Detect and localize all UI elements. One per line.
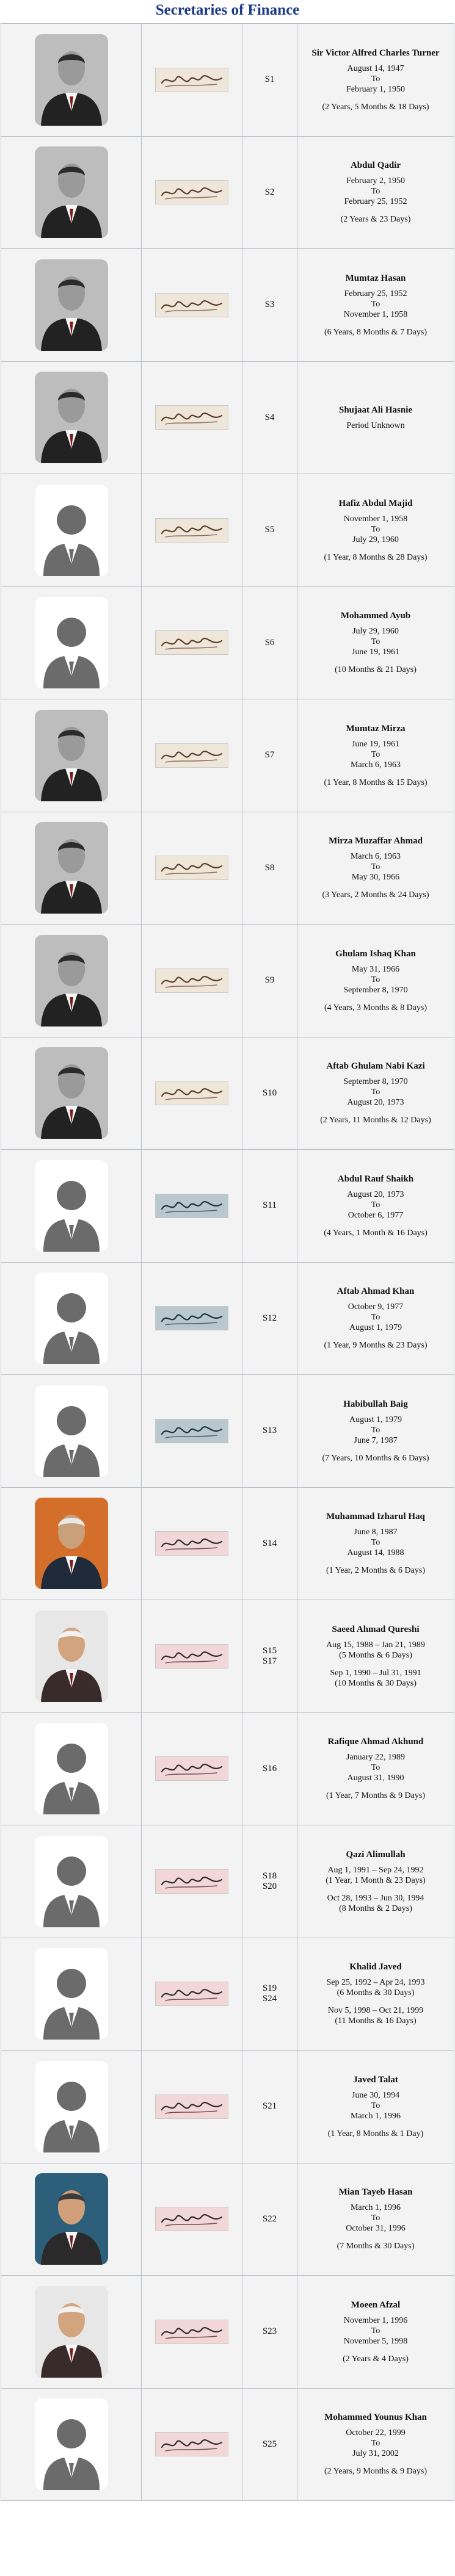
tenure-text: October 9, 1977 (348, 1302, 404, 1312)
signature-cell (142, 1488, 242, 1600)
table-row (1, 1263, 454, 1376)
signature-image (155, 405, 228, 430)
tenure-text: (4 Years, 3 Months & 8 Days) (324, 1003, 427, 1012)
portrait-photo (35, 1047, 108, 1139)
photo-cell (1, 474, 142, 586)
serial-number: S6 (264, 637, 275, 648)
tenure-text: To (371, 749, 380, 759)
serial-cell (242, 812, 297, 925)
table-row (1, 1825, 454, 1938)
tenure-text: To (371, 187, 380, 197)
portrait-photo (35, 935, 108, 1026)
photo-cell (1, 587, 142, 699)
tenure-text: March 1, 1996 (350, 2111, 401, 2121)
table-row (1, 137, 454, 250)
photo-cell (1, 24, 142, 136)
photo-cell (1, 1713, 142, 1825)
details-cell (297, 2051, 454, 2163)
portrait-photo (35, 1611, 108, 1702)
serial-cell (242, 2389, 297, 2501)
tenure-text: February 25, 1952 (344, 197, 407, 207)
details-cell (297, 1825, 454, 1938)
signature-cell (142, 2389, 242, 2501)
photo-cell (1, 137, 142, 249)
tenure-text: To (371, 1763, 380, 1773)
serial-number: S14 (262, 1538, 277, 1548)
table-row (1, 1150, 454, 1263)
tenure-text: November 1, 1958 (343, 514, 408, 524)
signature-cell (142, 24, 242, 136)
secretary-name: Hafiz Abdul Majid (338, 498, 413, 508)
tenure-text: Aug 15, 1988 – Jan 21, 1989 (326, 1640, 425, 1650)
photo-cell (1, 1037, 142, 1150)
signature-image (155, 2320, 228, 2344)
tenure-text: (1 Year, 7 Months & 9 Days) (326, 1791, 425, 1801)
tenure-text: August 1, 1979 (349, 1323, 402, 1333)
serial-number: S15 (262, 1645, 277, 1656)
signature-cell (142, 1825, 242, 1938)
serial-cell (242, 587, 297, 699)
table-row (1, 1037, 454, 1150)
tenure-text: August 1, 1979 (349, 1415, 402, 1424)
signature-image (155, 1982, 228, 2006)
signature-cell (142, 587, 242, 699)
signature-image (155, 1081, 228, 1105)
tenure-text: October 6, 1977 (348, 1210, 404, 1220)
tenure-text: September 8, 1970 (343, 985, 408, 995)
person-silhouette-icon (35, 597, 108, 688)
tenure-text: To (371, 2439, 380, 2448)
secretary-name: Sir Victor Alfred Charles Turner (311, 48, 440, 58)
secretary-name: Aftab Ghulam Nabi Kazi (326, 1061, 425, 1072)
tenure-text: Sep 25, 1992 – Apr 24, 1993 (326, 1978, 425, 1988)
serial-number: S12 (262, 1313, 277, 1323)
person-silhouette-icon (35, 1836, 108, 1927)
tenure-text: March 6, 1963 (350, 852, 401, 862)
serial-number: S24 (262, 1994, 277, 2004)
tenure-text: June 19, 1961 (351, 648, 400, 657)
serial-number: S7 (264, 750, 275, 760)
table-row (1, 1375, 454, 1488)
details-cell (297, 587, 454, 699)
tenure-text: (1 Year, 9 Months & 23 Days) (324, 1341, 428, 1351)
serial-number: S23 (262, 2326, 277, 2337)
signature-cell (142, 1713, 242, 1825)
portrait-photo (35, 259, 108, 351)
tenure-text: November 5, 1998 (343, 2336, 408, 2346)
portrait-photo (35, 2173, 108, 2265)
secretary-name: Qazi Alimullah (346, 1849, 406, 1860)
serial-number: S16 (262, 1763, 277, 1773)
photo-cell (1, 2389, 142, 2501)
secretaries-table (1, 23, 454, 2501)
person-silhouette-icon (35, 2061, 108, 2152)
secretary-name: Muhammad Izharul Haq (326, 1512, 425, 1522)
person-silhouette-icon (35, 1385, 108, 1477)
portrait-photo (35, 1498, 108, 1589)
details-cell (297, 1600, 454, 1712)
signature-cell (142, 137, 242, 249)
signature-image (155, 68, 228, 92)
tenure-text: (1 Year, 8 Months & 28 Days) (324, 552, 428, 562)
tenure-text: Oct 28, 1993 – Jun 30, 1994 (327, 1893, 424, 1903)
signature-image (155, 2432, 228, 2456)
tenure-text: June 8, 1987 (354, 1528, 398, 1537)
tenure-text: To (371, 524, 380, 534)
secretary-name: Abdul Rauf Shaikh (337, 1174, 414, 1184)
details-cell (297, 24, 454, 136)
secretary-name: Moeen Afzal (351, 2300, 401, 2310)
photo-cell (1, 925, 142, 1037)
portrait-photo (35, 710, 108, 801)
photo-cell (1, 2163, 142, 2276)
signature-cell (142, 1600, 242, 1712)
serial-cell (242, 2276, 297, 2388)
tenure-text: Nov 5, 1998 – Oct 21, 1999 (327, 2006, 424, 2016)
tenure-text: (7 Months & 30 Days) (337, 2242, 415, 2251)
tenure-text: (3 Years, 2 Months & 24 Days) (322, 890, 429, 900)
signature-image (155, 1306, 228, 1330)
tenure-text: To (371, 1313, 380, 1322)
tenure-text: May 30, 1966 (351, 873, 400, 882)
tenure-text: February 2, 1950 (346, 176, 406, 186)
portrait-photo (35, 34, 108, 126)
details-cell (297, 699, 454, 812)
serial-number: S8 (264, 862, 275, 873)
serial-cell (242, 2051, 297, 2163)
signature-image (155, 518, 228, 543)
tenure-text: February 1, 1950 (346, 84, 406, 94)
tenure-text: February 25, 1952 (344, 289, 407, 298)
tenure-text: (4 Years, 1 Month & 16 Days) (324, 1228, 428, 1238)
tenure-text: (5 Months & 6 Days) (339, 1650, 412, 1660)
portrait-photo (35, 146, 108, 238)
secretary-name: Abdul Qadir (350, 161, 401, 171)
tenure-text: To (371, 1088, 380, 1097)
details-cell (297, 2163, 454, 2276)
details-cell (297, 925, 454, 1037)
serial-cell (242, 24, 297, 136)
table-row (1, 812, 454, 925)
serial-cell (242, 137, 297, 249)
portrait-photo (35, 2286, 108, 2378)
table-row (1, 587, 454, 700)
portrait-photo (35, 372, 108, 463)
tenure-text: November 1, 1958 (343, 309, 408, 319)
tenure-text: March 1, 1996 (350, 2203, 401, 2213)
tenure-text: To (371, 1425, 380, 1435)
table-row (1, 2389, 454, 2502)
tenure-text: August 14, 1947 (347, 63, 404, 73)
details-cell (297, 1263, 454, 1375)
serial-cell (242, 1938, 297, 2051)
tenure-text: Period Unknown (346, 420, 405, 430)
person-silhouette-icon (35, 1948, 108, 2040)
serial-number: S13 (262, 1426, 277, 1436)
serial-cell (242, 362, 297, 474)
tenure-text: June 19, 1961 (351, 739, 400, 749)
photo-cell (1, 1150, 142, 1262)
secretary-name: Javed Talat (353, 2074, 398, 2085)
details-cell (297, 2276, 454, 2388)
tenure-text: (7 Years, 10 Months & 6 Days) (322, 1453, 429, 1463)
portrait-photo (35, 822, 108, 914)
signature-cell (142, 1938, 242, 2051)
signature-image (155, 1756, 228, 1781)
signature-cell (142, 2276, 242, 2388)
tenure-text: May 31, 1966 (351, 964, 400, 974)
signature-image (155, 856, 228, 880)
signature-image (155, 1869, 228, 1894)
person-silhouette-icon (35, 485, 108, 576)
tenure-text: To (371, 1538, 380, 1548)
tenure-text: October 31, 1996 (346, 2224, 406, 2234)
secretary-name: Mian Tayeb Hasan (338, 2187, 413, 2198)
details-cell (297, 1375, 454, 1487)
signature-cell (142, 1375, 242, 1487)
signature-cell (142, 1037, 242, 1150)
secretary-name: Mirza Muzaffar Ahmad (329, 836, 423, 846)
table-row (1, 24, 454, 137)
tenure-text: October 22, 1999 (346, 2428, 406, 2438)
photo-cell (1, 2276, 142, 2388)
serial-number: S18 (262, 1871, 277, 1881)
table-row (1, 2051, 454, 2163)
tenure-text: (2 Years & 23 Days) (340, 215, 411, 225)
serial-number: S22 (262, 2213, 277, 2224)
tenure-text: (2 Years, 11 Months & 12 Days) (320, 1116, 431, 1125)
photo-cell (1, 249, 142, 361)
details-cell (297, 137, 454, 249)
secretary-name: Rafique Ahmad Akhund (327, 1737, 424, 1747)
tenure-text: June 7, 1987 (354, 1435, 398, 1445)
photo-cell (1, 1938, 142, 2051)
person-silhouette-icon (35, 1723, 108, 1814)
signature-image (155, 1531, 228, 1556)
details-cell (297, 362, 454, 474)
table-row (1, 2276, 454, 2389)
tenure-text: January 22, 1989 (346, 1753, 406, 1762)
tenure-text: March 6, 1963 (350, 760, 401, 770)
signature-image (155, 743, 228, 768)
tenure-text: August 20, 1973 (347, 1189, 404, 1199)
signature-cell (142, 2163, 242, 2276)
serial-cell (242, 2163, 297, 2276)
tenure-text: To (371, 1200, 380, 1210)
signature-image (155, 969, 228, 993)
tenure-text: (1 Year, 8 Months & 1 Day) (327, 2129, 424, 2138)
tenure-text: (2 Years & 4 Days) (343, 2354, 409, 2364)
tenure-text: July 31, 2002 (352, 2449, 399, 2459)
secretary-name: Mohammed Younus Khan (324, 2412, 427, 2423)
secretary-name: Ghulam Ishaq Khan (335, 948, 416, 959)
table-row (1, 474, 454, 587)
table-row (1, 1600, 454, 1713)
table-row (1, 1938, 454, 2051)
signature-cell (142, 1263, 242, 1375)
tenure-text: (10 Months & 21 Days) (335, 665, 417, 675)
details-cell (297, 249, 454, 361)
tenure-text: To (371, 862, 380, 872)
signature-cell (142, 362, 242, 474)
serial-number: S17 (262, 1656, 277, 1666)
page-title: Secretaries of Finance (155, 2, 300, 18)
table-row (1, 249, 454, 362)
person-silhouette-icon (35, 1160, 108, 1252)
signature-cell (142, 474, 242, 586)
table-row (1, 925, 454, 1037)
signature-image (155, 180, 228, 204)
signature-cell (142, 699, 242, 812)
serial-cell (242, 1150, 297, 1262)
tenure-text: To (371, 299, 380, 309)
photo-cell (1, 2051, 142, 2163)
details-cell (297, 1713, 454, 1825)
details-cell (297, 1488, 454, 1600)
details-cell (297, 2389, 454, 2501)
photo-cell (1, 1488, 142, 1600)
photo-cell (1, 362, 142, 474)
secretary-name: Mumtaz Hasan (345, 273, 406, 283)
signature-image (155, 1419, 228, 1443)
signature-cell (142, 812, 242, 925)
tenure-text: (2 Years, 9 Months & 9 Days) (324, 2467, 427, 2477)
signature-image (155, 2207, 228, 2231)
details-cell (297, 812, 454, 925)
tenure-text: August 20, 1973 (347, 1098, 404, 1108)
serial-number: S2 (264, 187, 275, 197)
signature-image (155, 1194, 228, 1218)
table-row (1, 1713, 454, 1826)
serial-cell (242, 1713, 297, 1825)
serial-number: S11 (263, 1200, 277, 1211)
secretary-name: Mohammed Ayub (340, 611, 411, 621)
tenure-text: To (371, 74, 380, 84)
tenure-text: Aug 1, 1991 – Sep 24, 1992 (327, 1865, 424, 1875)
signature-image (155, 630, 228, 655)
serial-number: S3 (264, 300, 275, 310)
tenure-text: Sep 1, 1990 – Jul 31, 1991 (330, 1668, 421, 1678)
tenure-text: (6 Years, 8 Months & 7 Days) (324, 327, 427, 337)
serial-number: S25 (262, 2439, 277, 2449)
table-row (1, 1488, 454, 1601)
details-cell (297, 1938, 454, 2051)
tenure-text: August 31, 1990 (347, 1773, 404, 1783)
table-row (1, 362, 454, 475)
table-row (1, 2163, 454, 2276)
tenure-text: (1 Year, 2 Months & 6 Days) (326, 1566, 425, 1576)
signature-image (155, 2094, 228, 2119)
secretary-name: Saeed Ahmad Qureshi (332, 1624, 420, 1634)
serial-number: S1 (264, 74, 275, 85)
tenure-text: To (371, 637, 380, 647)
tenure-text: (8 Months & 2 Days) (339, 1903, 412, 1913)
secretary-name: Shujaat Ali Hasnie (338, 405, 413, 415)
tenure-text: To (371, 2101, 380, 2110)
serial-cell (242, 1263, 297, 1375)
secretary-name: Mumtaz Mirza (346, 723, 406, 734)
tenure-text: To (371, 2326, 380, 2336)
details-cell (297, 474, 454, 586)
serial-number: S4 (264, 412, 275, 422)
photo-cell (1, 812, 142, 925)
tenure-text: To (371, 2213, 380, 2223)
tenure-text: July 29, 1960 (352, 535, 399, 544)
signature-cell (142, 249, 242, 361)
table-row (1, 699, 454, 812)
serial-number: S10 (262, 1088, 277, 1098)
tenure-text: (11 Months & 16 Days) (335, 2016, 417, 2026)
tenure-text: July 29, 1960 (352, 627, 399, 637)
serial-cell (242, 249, 297, 361)
photo-cell (1, 699, 142, 812)
signature-cell (142, 925, 242, 1037)
serial-cell (242, 1600, 297, 1712)
signature-image (155, 293, 228, 317)
signature-cell (142, 2051, 242, 2163)
serial-cell (242, 925, 297, 1037)
serial-number: S20 (262, 1881, 277, 1891)
serial-number: S9 (264, 975, 275, 986)
signature-cell (142, 1150, 242, 1262)
signature-image (155, 1644, 228, 1669)
tenure-text: November 1, 1996 (343, 2315, 408, 2325)
details-cell (297, 1037, 454, 1150)
secretary-name: Habibullah Baig (343, 1399, 408, 1409)
tenure-text: (6 Months & 30 Days) (337, 1988, 415, 1998)
serial-cell (242, 474, 297, 586)
serial-cell (242, 1037, 297, 1150)
tenure-text: August 14, 1988 (347, 1548, 404, 1558)
tenure-text: (1 Year, 1 Month & 23 Days) (326, 1875, 426, 1885)
secretary-name: Aftab Ahmad Khan (337, 1286, 415, 1297)
serial-cell (242, 699, 297, 812)
person-silhouette-icon (35, 1272, 108, 1364)
tenure-text: (10 Months & 30 Days) (335, 1678, 417, 1688)
person-silhouette-icon (35, 2398, 108, 2490)
serial-number: S19 (262, 1983, 277, 1994)
serial-cell (242, 1488, 297, 1600)
photo-cell (1, 1825, 142, 1938)
tenure-text: September 8, 1970 (343, 1077, 408, 1087)
tenure-text: To (371, 975, 380, 984)
photo-cell (1, 1600, 142, 1712)
tenure-text: (2 Years, 5 Months & 18 Days) (322, 102, 429, 112)
photo-cell (1, 1263, 142, 1375)
tenure-text: (1 Year, 8 Months & 15 Days) (324, 777, 428, 787)
secretary-name: Khalid Javed (349, 1962, 402, 1972)
serial-cell (242, 1825, 297, 1938)
serial-number: S5 (264, 525, 275, 535)
serial-cell (242, 1375, 297, 1487)
serial-number: S21 (262, 2101, 277, 2112)
details-cell (297, 1150, 454, 1262)
photo-cell (1, 1375, 142, 1487)
tenure-text: June 30, 1994 (351, 2090, 400, 2100)
